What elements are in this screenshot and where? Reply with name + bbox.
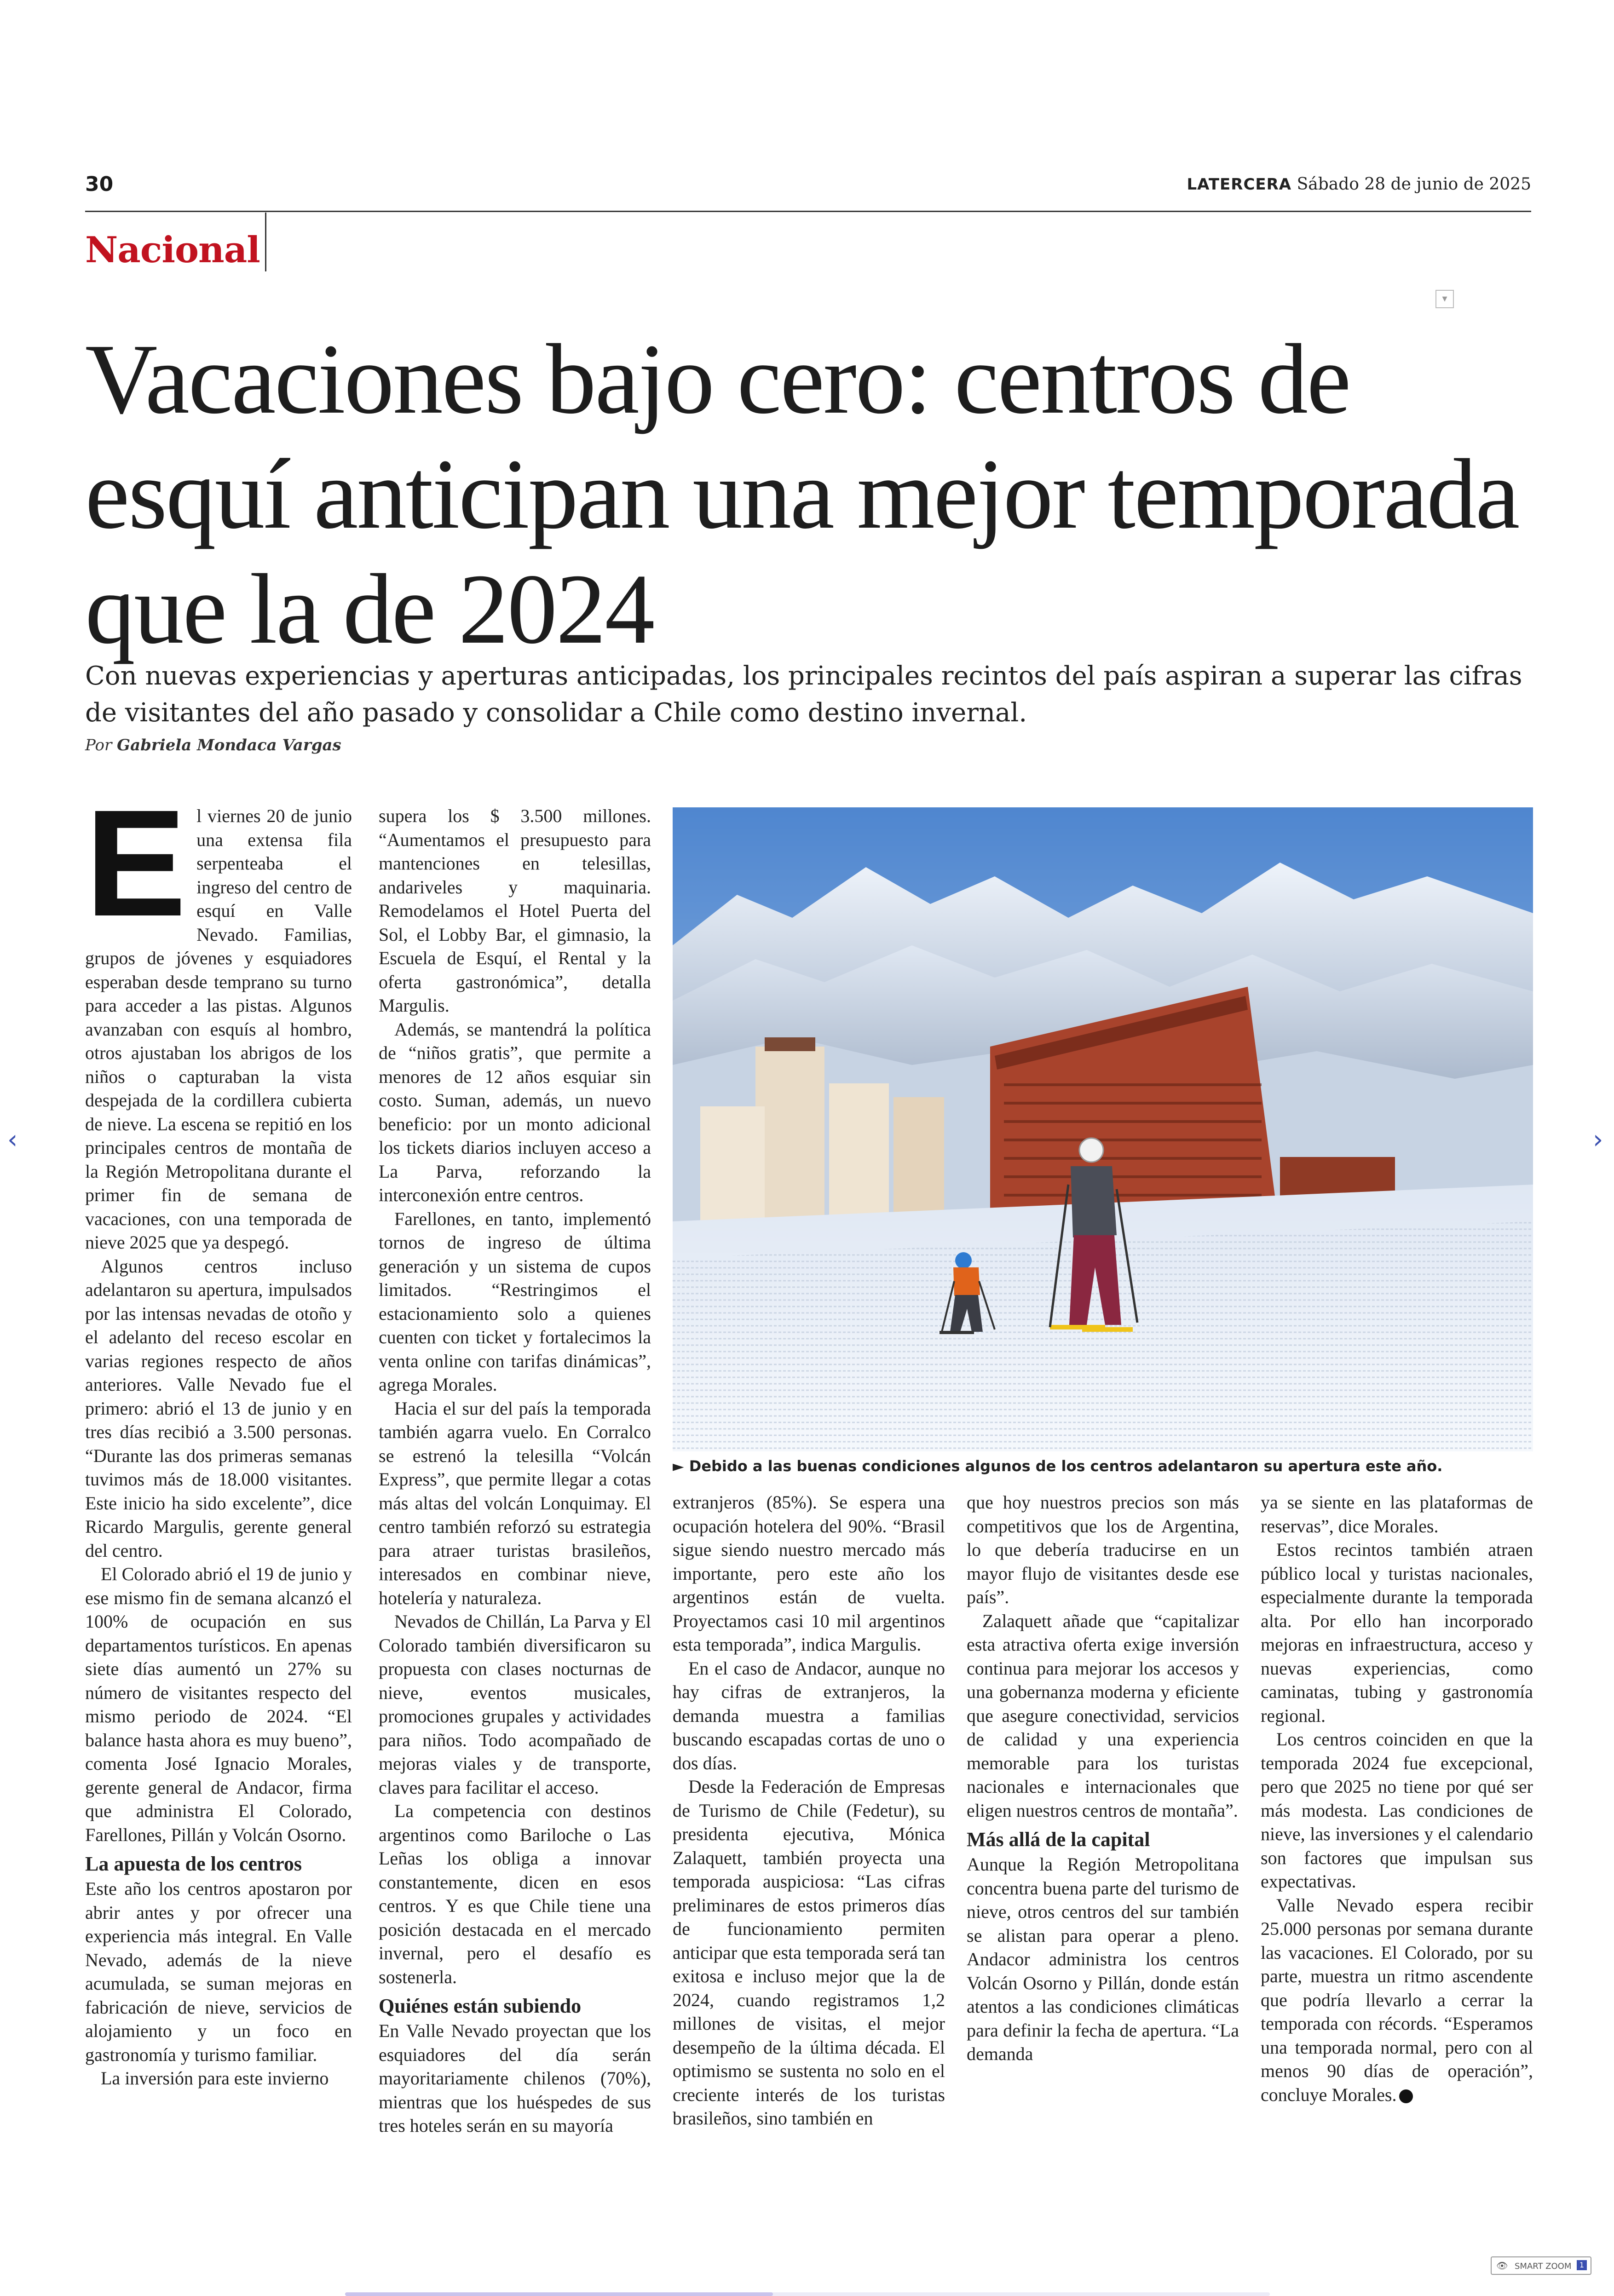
subheading: Más allá de la capital	[967, 1828, 1150, 1851]
subheading: La apuesta de los centros	[85, 1853, 302, 1875]
paragraph: Algunos centros incluso adelantaron su apertura, impulsados por las intensas nevadas de otoño y el adelanto del receso escolar en varias regiones respecto de años anteriores. Valle Nevado fue el primero: abrió el 13 de junio y en tres días recibió a 3.500 personas. “Durante las dos primeras semanas tuvimos más de 18.000 visitantes. Este inicio ha sido excelente”, dice Ricardo Margulis, gerente general del centro.	[85, 1255, 352, 1561]
paragraph: ya se siente en las plataformas de reservas”, dice Morales.	[1261, 1492, 1533, 1536]
paragraph: Desde la Federación de Empresas de Turismo de Chile (Fedetur), su presidenta ejecutiva, Mónica Zalaquett, también proyecta una temporada auspiciosa: “Las cifras preliminares de estos primeros días de funcionamiento permiten anticipar que esta temporada será tan exitosa e incluso mejor que la de 2024, cuando registramos 1,2 millones de visitas, el mejor desempeño de la última década. El optimismo se sustenta no solo en el creciente interés de los turistas brasileños, sino también en	[673, 1776, 945, 2129]
paragraph: Zalaquett añade que “capitalizar esta atractiva oferta exige inversión continua para mejorar los accesos y una gobernanza moderna y eficiente que asegure conectividad, servicios de calidad y una experiencia memorable para los turistas nacionales e internacionales que eligen nuestros centros de montaña”.	[967, 1610, 1239, 1821]
column-5	[1261, 1490, 1533, 2106]
byline	[85, 736, 341, 754]
closing-text: Valle Nevado espera recibir 25.000 personas por semana durante las vacaciones. El Colorado, por su parte, muestra un ritmo ascendente que podría llevarlo a cerrar la temporada con récords. “Esperamos una temporada normal, pero con al menos 90 días de operación”, concluye Morales.	[1261, 1894, 1533, 2105]
chevron-right-icon: ›	[1593, 1125, 1603, 1155]
paragraph: La inversión para este invierno	[101, 2068, 329, 2089]
column-2	[379, 804, 651, 2138]
paragraph: Nevados de Chillán, La Parva y El Colorado también diversificaron su propuesta con clases nocturnas de nieve, eventos musicales, promociones grupales y actividades para niños. Todo acompañado de mejoras viales y de transporte, claves para facilitar el acceso.	[379, 1611, 651, 1798]
paragraph: que hoy nuestros precios son más competitivos que los de Argentina, lo que debería traducirse en un mayor flujo de visitantes desde ese país”.	[967, 1492, 1239, 1607]
previous-page-button[interactable]	[7, 1125, 17, 1155]
paragraph: Hacia el sur del país la temporada también agarra vuelo. En Corralco se estrenó la telesilla “Volcán Express”, que permite llegar a cotas más altas del volcán Lonquimay. El centro también reforzó su estrategia para atraer turistas brasileños, interesados en combinar nieve, hotelería y naturaleza.	[379, 1398, 651, 1608]
photo-caption: ► Debido a las buenas condiciones algunos de los centros adelantaron su apertura este año.	[673, 1457, 1443, 1475]
ski-resort-illustration	[673, 807, 1533, 1451]
brand-name: LATERCERA	[1187, 175, 1292, 194]
paragraph: En Valle Nevado proyectan que los esquiadores del día serán mayoritariamente chilenos (70%), mientras que los huéspedes de sus tres hoteles serán en su mayoría	[379, 2020, 651, 2136]
header-rule	[85, 211, 1531, 212]
paragraph: La competencia con destinos argentinos como Bariloche o Las Leñas los obliga a innovar constantemente, dicen en esos centros. Y es que Chile tiene una posición destacada en el mercado invernal, pero el desafío es sostenerla.	[379, 1801, 651, 1987]
masthead	[1187, 175, 1531, 194]
horizontal-scrollbar[interactable]	[345, 2292, 1270, 2296]
paragraph: supera los $ 3.500 millones. “Aumentamos el presupuesto para mantenciones en telesillas, andariveles y maquinaria. Remodelamos el Hotel Puerta del Sol, el Lobby Bar, el gimnasio, la Escuela de Esquí, el Rental y la oferta gastronómica”, detalla Margulis.	[379, 806, 651, 1016]
eye-icon: 👁	[1496, 2260, 1508, 2271]
byline-prefix: Por	[85, 736, 112, 754]
paragraph: l viernes 20 de junio una extensa fila serpenteaba el ingreso del centro de esquí en Valle Nevado. Familias, grupos de jóvenes y esquiadores esperaban desde temprano su turno para acceder a las pistas. Algunos avanzaban con esquís al hombro, otros ajustaban los abrigos de los niños o capturaban la vista despejada de la cordillera cubierta de nieve. La escena se repitió en los principales centros de montaña de la Región Metropolitana durante el primer fin de semana de vacaciones, con una temporada de nieve 2025 que ya despegó.	[85, 806, 352, 1253]
paragraph: Además, se mantendrá la política de “niños gratis”, que permite a menores de 12 años esquiar sin costo. Suman, además, un nuevo beneficio: por un monto adicional los tickets diarios incluyen acceso a La Parva, reforzando la interconexión entre centros.	[379, 1019, 651, 1205]
end-of-article-icon	[1399, 2089, 1413, 2103]
paragraph: Este año los centros apostaron por abrir antes y por ofrecer una experiencia más integral. En Valle Nevado, además de la nieve acumulada, se suman mejoras en fabricación de nieve, servicios de alojamiento y un foco en gastronomía y turismo familiar.	[85, 1878, 352, 2065]
section-divider	[265, 213, 266, 271]
paragraph	[1261, 1893, 1533, 2107]
chevron-left-icon: ‹	[7, 1125, 18, 1155]
zoom-page-badge: 1	[1577, 2260, 1587, 2270]
column-1	[85, 778, 352, 2090]
column-4	[967, 1490, 1239, 2066]
paragraph: Aunque la Región Metropolitana concentra buena parte del turismo de nieve, otros centros del sur también se alistan para operar a pleno. Andacor administra los centros Volcán Osorno y Pillán, donde están atentos a las condiciones climáticas para definir la fecha de apertura. “La demanda	[967, 1854, 1239, 2064]
paragraph: En el caso de Andacor, aunque no hay cifras de extranjeros, la demanda muestra a familias buscando escapadas cortas de uno o dos días.	[673, 1657, 945, 1773]
next-page-button[interactable]	[1593, 1125, 1603, 1155]
paragraph: Farellones, en tanto, implementó tornos de ingreso de última generación y un sistema de cupos limitados. “Restringimos el estacionamiento solo a quienes cuenten con ticket y fortalecimos la venta online con tarifas dinámicas”, agrega Morales.	[379, 1208, 651, 1395]
smart-zoom-button[interactable]	[1491, 2256, 1591, 2275]
issue-date: Sábado 28 de junio de 2025	[1297, 175, 1531, 194]
drop-cap: E	[85, 778, 187, 948]
subheading: Quiénes están subiendo	[379, 1995, 582, 2017]
page-number: 30	[85, 173, 114, 196]
section-title: Nacional	[85, 229, 260, 271]
scrollbar-thumb[interactable]	[345, 2292, 773, 2296]
paragraph: Estos recintos también atraen público local y turistas nacionales, especialmente durante la temporada alta. Por ello han incorporado mejoras en infraestructura, acceso y nuevas experiencias, como caminatas, tubing y gastronomía regional.	[1261, 1539, 1533, 1726]
paragraph: Los centros coinciden en que la temporada 2024 fue excepcional, pero que 2025 no tiene por qué ser más modesta. Las condiciones de nieve, las inversiones y el calendario son factores que impulsan sus expectativas.	[1261, 1729, 1533, 1892]
image-placeholder-icon: ▾	[1435, 290, 1454, 308]
headline: Vacaciones bajo cero: centros de esquí anticipan una mejor temporada que la de 2024	[85, 324, 1519, 665]
paragraph: El Colorado abrió el 19 de junio y ese mismo fin de semana alcanzó el 100% de ocupación en sus departamentos turísticos. En apenas siete días aumentó un 27% su número de visitantes respecto del mismo periodo de 2024. “El balance hasta ahora es muy bueno”, comenta José Ignacio Morales, gerente general de Andacor, firma que administra El Colorado, Farellones, Pillán y Volcán Osorno.	[85, 1564, 352, 1845]
column-3	[673, 1490, 945, 2130]
ski-resort-photo	[673, 807, 1533, 1451]
paragraph: extranjeros (85%). Se espera una ocupación hotelera del 90%. “Brasil sigue siendo nuestro mercado más importante, pero este año los argentinos están de vuelta. Proyectamos casi 10 mil argentinos esta temporada”, indica Margulis.	[673, 1492, 945, 1655]
byline-author: Gabriela Mondaca Vargas	[117, 736, 341, 754]
smart-zoom-label: SMART ZOOM	[1515, 2261, 1572, 2271]
dek: Con nuevas experiencias y aperturas anticipadas, los principales recintos del país aspiran a superar las cifras de visitantes del año pasado y consolidar a Chile como destino invernal.	[85, 661, 1522, 728]
